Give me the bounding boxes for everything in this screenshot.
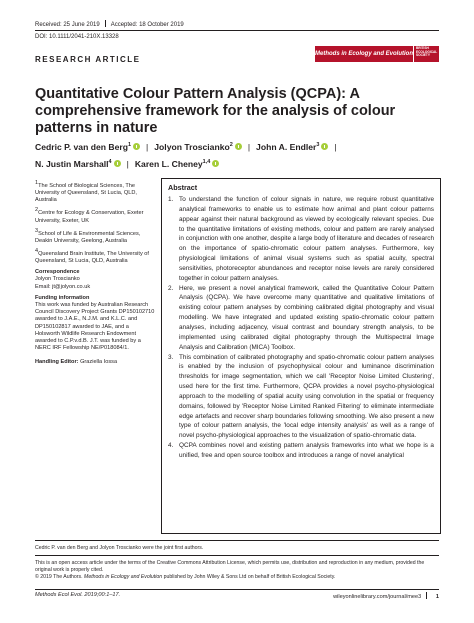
author-name[interactable]: Cedric P. van den Berg$^1$ bbox=[35, 141, 132, 152]
license-divider bbox=[35, 555, 439, 556]
funding-block bbox=[35, 295, 155, 353]
abstract-item: 1. To understand the function of colour signals in nature, we require robust quantitative analytical frameworks to enable us to estimate how animal and plant colour patterns appear against their natural background as viewed by ecologically relevant species. Due to the quantitative limitations of existing methods, colour and pattern are rarely analysed in conjunction with one another, despite a large body of literature and decades of research on the importance of spatio-chromatic colour pattern analyses. Furthermore, key physiological limitations of animal visual systems such as spatial acuity, spectral sensitivities, photoreceptor abundances and receptor noise levels are rarely considered together in colour pattern analyses. bbox=[168, 196, 434, 282]
article-type-label: RESEARCH ARTICLE bbox=[35, 55, 141, 64]
joint-author-footnote: Cedric P. van den Berg and Jolyon Troscianko were the joint first authors. bbox=[35, 545, 204, 551]
accepted-date: Accepted: 18 October 2019 bbox=[110, 22, 184, 28]
orcid-icon[interactable] bbox=[235, 143, 242, 150]
abstract-box bbox=[161, 178, 441, 534]
article-title: Quantitative Colour Pattern Analysis (QCPA): A comprehensive framework for the analysis of colour patterns in nature bbox=[35, 86, 396, 136]
orcid-icon[interactable] bbox=[114, 160, 121, 167]
article-dates bbox=[35, 20, 184, 28]
footer-divider bbox=[35, 589, 439, 590]
doi-link[interactable]: DOI: 10.1111/2041-210X.13328 bbox=[35, 34, 119, 40]
author-name[interactable]: Karen L. Cheney$^{1,4}$ bbox=[134, 158, 211, 169]
abstract-item: 3. This combination of calibrated photography and spatio-chromatic colour pattern analyses is enabled by the inclusion of psychophysical colour and luminance discrimination thresholds for image segmentation, which we call 'Receptor Noise Limited Clustering', used here for the first time. Furthermore, QCPA provides a novel psycho-physiological approach to the modelling of spatial acuity using convolution in the spatial or frequency domains, followed by 'Receptor Noise Limited Ranked Filtering' to eliminate intermediate edge artefacts and recover sharp boundaries following smoothing. We also present a new type of colour pattern analysis, the 'local edge intensity analysis' as well as a range of novel psycho-physiological approaches to the visualization of spatio-chromatic data. bbox=[168, 353, 434, 440]
footer-right bbox=[333, 592, 439, 600]
abstract-item: 2. Here, we present a novel analytical framework, called the Quantitative Colour Pattern Analysis (QCPA). We have overcome many quantitative and qualitative limitations of existing colour pattern analyses by combining calibrated digital photography and visual modelling. We have integrated and updated existing spatio-chromatic colour pattern analyses, including adjacency, visual contrast and boundary strength analysis, to be implemented using calibrated digital photography through the Multispectral Image Analysis and Calibration (MICA) Toolbox. bbox=[168, 284, 434, 351]
handling-editor: Handling Editor: Graziella Iossa bbox=[35, 358, 118, 365]
funding-heading: Funding information bbox=[35, 294, 90, 301]
society-logo: BRITISH ECOLOGICAL SOCIETY bbox=[413, 46, 439, 62]
journal-url[interactable]: wileyonlinelibrary.com/journal/mee3 bbox=[333, 594, 422, 600]
journal-logo[interactable] bbox=[315, 46, 439, 62]
citation: Methods Ecol Evol. 2019;00:1–17. bbox=[35, 592, 121, 598]
license-text: This is an open access article under the terms of the Creative Commons Attribution License, which permits use, distribution and reproduction in any medium, provided the original work is properly cited. bbox=[35, 560, 425, 574]
footnote-divider bbox=[35, 540, 439, 541]
author-name[interactable]: John A. Endler$^3$ bbox=[256, 141, 320, 152]
affiliation: $^1$The School of Biological Sciences, The University of Queensland, St Lucia, QLD, Australia bbox=[35, 180, 137, 204]
correspondence-name: Jolyon Troscianko bbox=[35, 276, 80, 283]
author-list: Cedric P. van den Berg$^1$ | Jolyon Troscianko$^2$ | John A. Endler$^3$ | N. Justin Marshall$^4$ | Karen L. Cheney$^{1,4}$ bbox=[35, 141, 337, 169]
affiliation: $^4$Queensland Brain Institute, The University of Queensland, St Lucia, QLD, Australia bbox=[35, 248, 149, 265]
author-name[interactable]: N. Justin Marshall$^4$ bbox=[35, 158, 112, 169]
correspondence-heading: Correspondence bbox=[35, 269, 80, 276]
received-date: Received: 25 June 2019 bbox=[35, 22, 100, 28]
affiliation: $^2$Centre for Ecology & Conservation, Exeter University, Exeter, UK bbox=[35, 207, 144, 224]
date-separator bbox=[105, 20, 106, 27]
orcid-icon[interactable] bbox=[212, 160, 219, 167]
license-notice bbox=[35, 560, 439, 581]
top-divider bbox=[35, 30, 439, 31]
abstract-list bbox=[168, 195, 434, 461]
orcid-icon[interactable] bbox=[133, 143, 140, 150]
journal-name: Methods in Ecology and Evolution bbox=[315, 46, 413, 62]
abstract-heading: Abstract bbox=[168, 183, 198, 192]
correspondence-block bbox=[35, 269, 155, 291]
article-sidebar bbox=[35, 180, 155, 370]
page-number: 1 bbox=[435, 594, 439, 600]
author-name[interactable]: Jolyon Troscianko$^2$ bbox=[154, 141, 233, 152]
funding-text: This work was funded by Australian Research Council Discovery Project Grants DP150102710 awarded to J.A.E., N.J.M. and K.L.C. and DP150102817 awarded to JAE, and a Holsworth Wildlife Research Endowment awarded to C.P.v.d.B. J.T. was funded by a NERC IRF Fellowship NE/P018084/1. bbox=[35, 302, 155, 352]
abstract-item: 4. QCPA combines novel and existing pattern analysis frameworks into what we hope is a unified, free and open source toolbox and introduces a range of novel analytical bbox=[168, 442, 434, 459]
affiliation: $^3$School of Life & Environmental Sciences, Deakin University, Geelong, Australia bbox=[35, 227, 141, 244]
correspondence-email[interactable]: Email: jt@jolyon.co.uk bbox=[35, 283, 91, 290]
copyright-text: © 2019 The Authors. Methods in Ecology and Evolution published by John Wiley & Sons Ltd on behalf of British Ecological Society. bbox=[35, 574, 336, 581]
orcid-icon[interactable] bbox=[321, 143, 328, 150]
